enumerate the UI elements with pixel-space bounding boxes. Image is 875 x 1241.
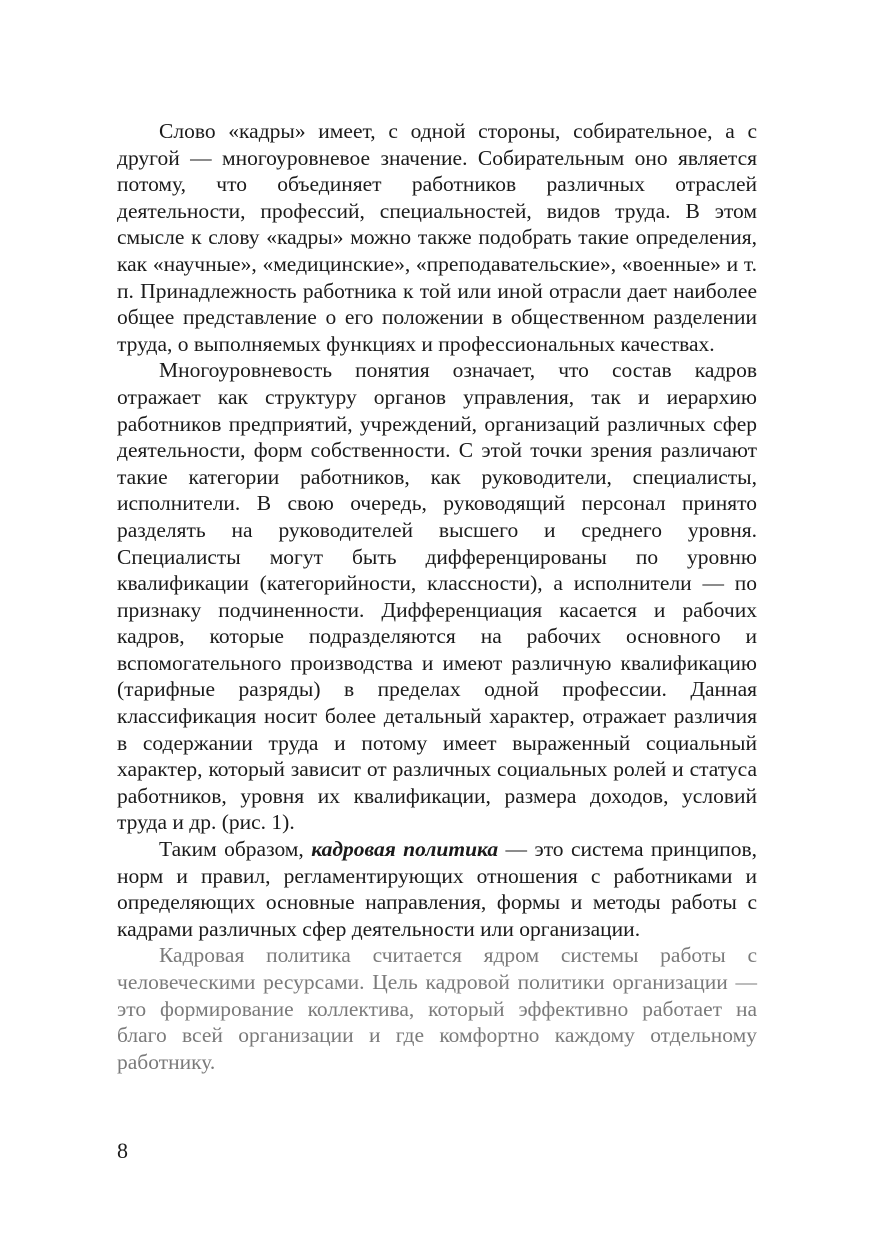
paragraph-cadres-meaning: Слово «кадры» имеет, с одной стороны, собирательное, а с другой — многоуровневое значение. Собирательным оно является потому, что объединяет работников различных отраслей деятельности, профессий, специальностей, видов труда. В этом смысле к слову «кадры» можно также подобрать такие определения, как «научные», «медицинские», «преподавательские», «военные» и т. п. Принадлежность работника к той или иной отрасли дает наиболее общее представление о его положении в общественном разделении труда, о выполняемых функциях и профессиональных качествах. — [117, 119, 757, 356]
definition-prefix: Таким образом, — [159, 837, 312, 862]
page-number: 8 — [117, 1138, 128, 1163]
paragraph-definition — [117, 836, 757, 942]
page-body — [117, 118, 757, 1075]
definition-term: кадровая политика — [311, 837, 499, 862]
definition-suffix: — это система принципов, норм и правил, регламентирующих отношения с работниками и определяющих основные направления, формы и методы работы с кадрами различных сфер деятельности или организации. — [117, 837, 757, 941]
paragraph-policy-core: Кадровая политика считается ядром системы работы с человеческими ресурсами. Цель кадровой политики организации — это формирование коллектива, который эффективно работает на благо всей организации и где комфортно каждому отдельному работнику. — [117, 943, 757, 1074]
paragraph-multilevel-concept: Многоуровневость понятия означает, что состав кадров отражает как структуру органов управления, так и иерархию работников предприятий, учреждений, организаций различных сфер деятельности, форм собственности. С этой точки зрения различают такие категории работников, как руководители, специалисты, исполнители. В свою очередь, руководящий персонал принято разделять на руководителей высшего и среднего уровня. Специалисты могут быть дифференцированы по уровню квалификации (категорийности, классности), а исполнители — по признаку подчиненности. Дифференциация касается и рабочих кадров, которые подразделяются на рабочих основного и вспомогательного производства и имеют различную квалификацию (тарифные разряды) в пределах одной профессии. Данная классификация носит более детальный характер, отражает различия в содержании труда и потому имеет выраженный социальный характер, который зависит от различных социальных ролей и статуса работников, уровня их квалификации, размера доходов, условий труда и др. (рис. 1). — [117, 358, 757, 835]
